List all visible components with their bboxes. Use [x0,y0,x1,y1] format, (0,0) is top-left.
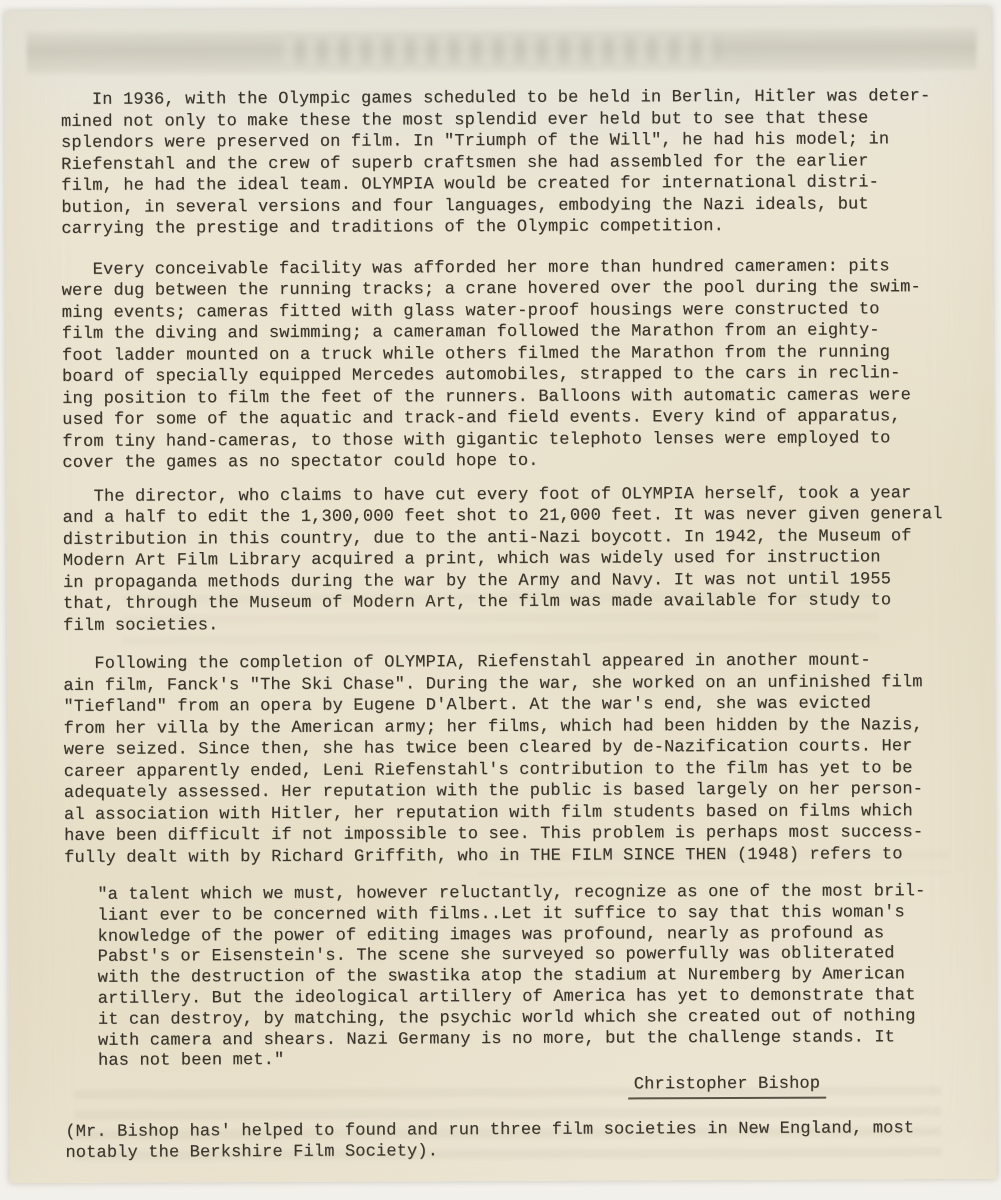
paragraph-editing-distribution: The director, who claims to have cut every foot of OLYMPIA herself, took a year and a half to edit the 1,300,000 feet shot to 21,000 feet. It was never given general distribution in this country, due to the anti-Nazi boycott. In 1942, the Museum of Modern Art Film Library acquired a print, which was widely used for instruction in propaganda methods during the war by the Army and Navy. It was not until 1955 that, through the Museum of Modern Art, the film was made available for study to film societies. [62,483,943,636]
paragraph-olympia-origins: In 1936, with the Olympic games scheduled to be held in Berlin, Hitler was deter- mined not only to make these the most splendid ever held but to see that these splendors were preserved on film. In "Triumph of the Will", he had his model; in Riefenstahl and the crew of superb craftsmen she had assembled for the earlier film, he had the ideal team. OLYMPIA would be created for international distri- bution, in several versions and four languages, embodying the Nazi ideals, but carrying the prestige and traditions of the Olympic competition. [60,87,931,239]
paragraph-riefenstahl-later-career: Following the completion of OLYMPIA, Riefenstahl appeared in another mount- ain film, Fanck's "The Ski Chase". During the war, she worked on an unfinished film "Tiefland" from an opera by Eugene D'Albert. At the war's end, she was evicted from her villa by the American army; her films, which had been hidden by the Nazis, were seized. Since then, she has twice been cleared by de-Nazification courts. Her career apparently ended, Leni Riefenstahl's contribution to the film has yet to be adequately assessed. Her reputation with the public is based largely on her person- al association with Hitler, her reputation with film students based on films which have been difficult if not impossible to see. This problem is perhaps most success- fully dealt with by Richard Griffith, who in THE FILM SINCE THEN (1948) refers to [63,651,924,868]
author-footnote: (Mr. Bishop has' helped to found and run three film societies in New England, most notably the Berkshire Film Society). [65,1118,915,1164]
bleed-through-masthead-artifact [27,28,977,74]
text-body [61,86,965,1165]
griffith-quotation-block: "a talent which we must, however reluctantly, recognize as one of the most bril- liant ever to be concerned with films..Let it suffice to say that this woman's knowledge of the power of editing images was profound, nearly as profound as Pabst's or Eisenstein's. The scene she surveyed so powerfully was obliterated with the destruction of the swastika atop the stadium at Nuremberg by American artillery. But the ideological artillery of America has yet to demonstrate that it can destroy, by matching, the psychic world which she created out of nothing with camera and shears. Nazi Germany is no more, but the challenge stands. It has not been met." [97,882,926,1072]
signature-row [65,1073,964,1101]
document-page [4,7,996,1183]
author-signature: Christopher Bishop [628,1074,826,1099]
paragraph-camera-facilities: Every conceivable facility was afforded her more than hundred cameramen: pits were dug between the running tracks; a crane hovered over the pool during the swim- ming events; cameras fitted with glass water-proof housings were constructed to film the diving and swimming; a cameraman followed the Marathon from an eighty- foot ladder mounted on a truck while others filmed the Marathon from the running board of specially equipped Mercedes automobiles, strapped to the cars in reclin- ing position to film the feet of the runners. Balloons with automatic cameras were used for some of the aquatic and track-and field events. Every kind of apparatus, from tiny hand-cameras, to those with gigantic telephoto lenses were employed to cover the games as no spectator could hope to. [61,256,921,473]
